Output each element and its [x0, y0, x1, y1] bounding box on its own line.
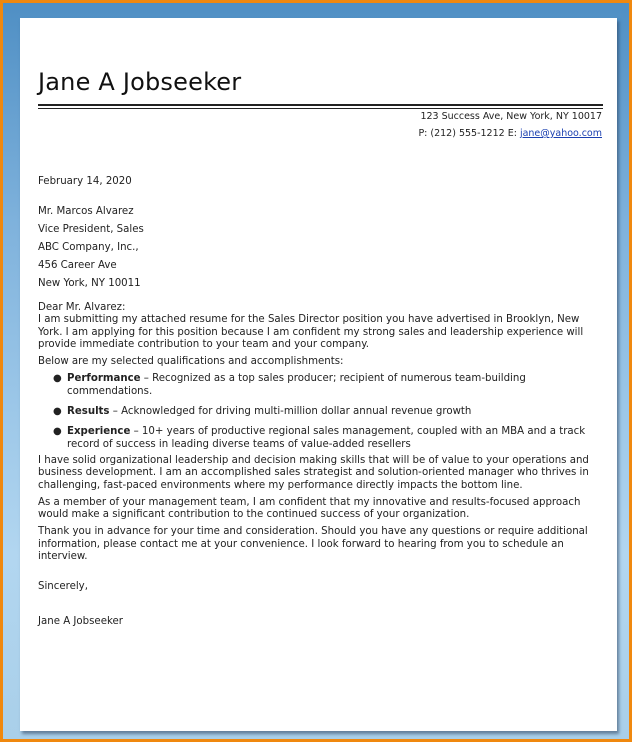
recipient-line: New York, NY 10011 [38, 278, 141, 289]
bullet-text: – 10+ years of productive regional sales management, coupled with an MBA and a track record of success in leading diverse teams of value-added resellers [67, 426, 586, 450]
bullet-title: Performance [67, 373, 141, 385]
qualifications-list [38, 373, 598, 450]
bullet-title: Results [67, 406, 110, 418]
contribution-paragraph: As a member of your management team, I am confident that my innovative and results-focused approach would make a significant contribution to the continued success of your organization. [38, 496, 581, 521]
letter-date: February 14, 2020 [38, 176, 132, 187]
list-item [53, 426, 598, 451]
bullet-icon: ● [53, 373, 62, 385]
thank-you-paragraph: Thank you in advance for your time and consideration. Should you have any questions or require additional information, please contact me at your convenience. I look forward to hearing from you to schedule an interview. [38, 526, 588, 563]
intro-paragraph: I am submitting my attached resume for the Sales Director position you have advertised in Brooklyn, New York. I am applying for this position because I am confident my strong sales and leadership experience will provide immediate contribution to your team and your company. [38, 314, 584, 350]
applicant-name: Jane A Jobseeker [38, 68, 242, 96]
signature: Jane A Jobseeker [38, 616, 123, 628]
bullet-text: – Recognized as a top sales producer; recipient of numerous team-building commendations. [67, 373, 526, 397]
recipient-line: 456 Career Ave [38, 260, 117, 271]
leadership-paragraph: I have solid organizational leadership and decision making skills that will be of value to your operations and business development. I am an accomplished sales strategist and solution-oriented manager who thrives in challenging, fast-paced environments where my performance directly impacts the bottom line. [38, 454, 589, 491]
recipient-line: ABC Company, Inc., [38, 242, 139, 253]
address-line: 123 Success Ave, New York, NY 10017 [420, 111, 602, 122]
letter-sheet [20, 18, 617, 731]
header-rule-thick [38, 104, 603, 106]
contact-block [418, 108, 602, 142]
bullet-title: Experience [67, 426, 131, 438]
phone-text: P: (212) 555-1212 E: [418, 128, 520, 139]
email-link[interactable]: jane@yahoo.com [519, 128, 602, 139]
bullet-icon: ● [53, 406, 62, 418]
closing: Sincerely, [38, 581, 88, 593]
list-item [53, 373, 598, 398]
list-item [53, 406, 598, 418]
salutation: Dear Mr. Alvarez: [38, 302, 126, 313]
recipient-block [38, 203, 598, 293]
page-frame [3, 3, 629, 739]
recipient-line: Vice President, Sales [38, 224, 144, 235]
bullet-text: – Acknowledged for driving multi-million dollar annual revenue growth [109, 406, 472, 418]
qualifications-intro: Below are my selected qualifications and accomplishments: [38, 356, 344, 368]
bullet-icon: ● [53, 426, 62, 438]
letter-body [38, 173, 598, 631]
phone-email-line [418, 125, 602, 142]
recipient-line: Mr. Marcos Alvarez [38, 206, 134, 217]
